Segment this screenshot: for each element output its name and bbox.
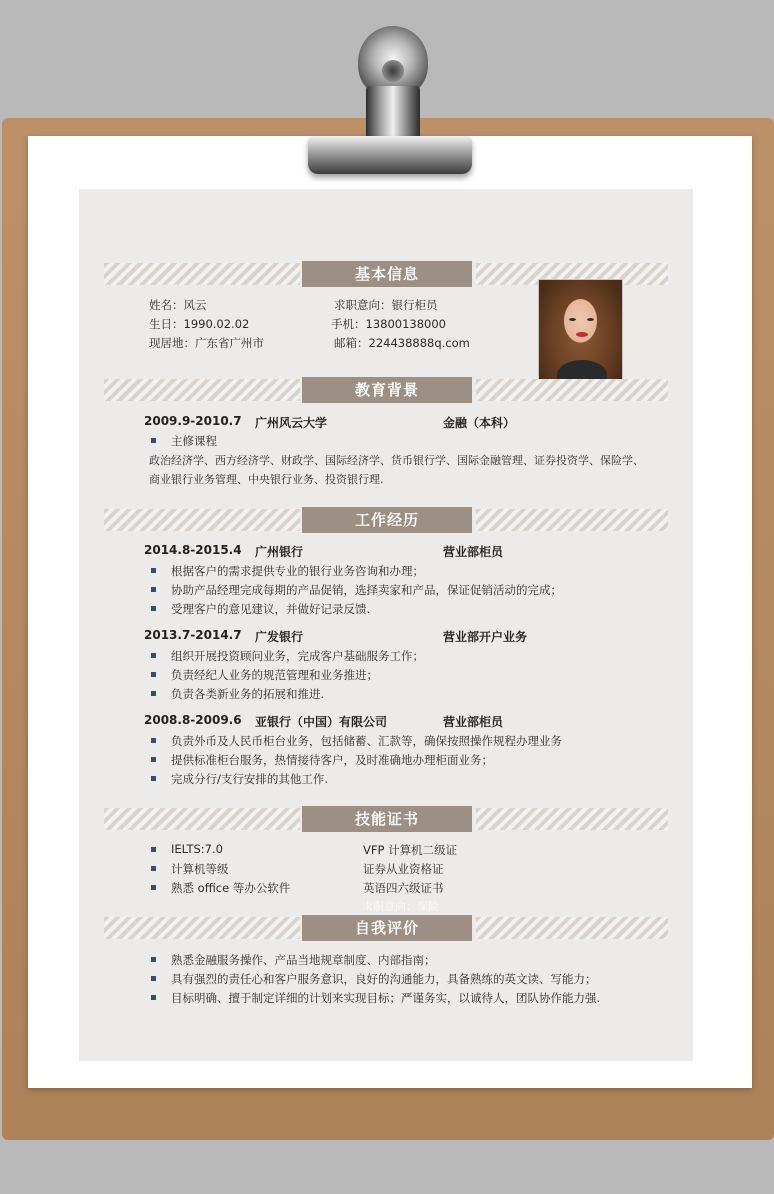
name-field: 姓名：风云 bbox=[149, 298, 207, 312]
self-eval-item: 具有强烈的责任心和客户服务意识，良好的沟通能力，具备熟练的英文读、写能力； bbox=[171, 972, 597, 986]
edu-period: 2009.9-2010.7 bbox=[144, 414, 242, 428]
section-title-education: 教育背景 bbox=[302, 377, 472, 403]
edu-school: 广州风云大学 bbox=[255, 416, 328, 430]
skill-item: 证券从业资格证 bbox=[363, 862, 444, 876]
phone-field: 手机：13800138000 bbox=[331, 317, 446, 331]
bullet-icon bbox=[151, 672, 156, 677]
job-company: 广发银行 bbox=[255, 630, 304, 644]
bullet-icon bbox=[151, 757, 156, 762]
job-intent-field: 求职意向：银行柜员 bbox=[334, 298, 438, 312]
bullet-icon bbox=[151, 653, 156, 658]
bullet-icon bbox=[151, 776, 156, 781]
job-item: 提供标准柜台服务，热情接待客户，及时准确地办理柜面业务； bbox=[171, 753, 493, 767]
profile-photo bbox=[538, 279, 623, 383]
birth-field: 生日：1990.02.02 bbox=[149, 317, 250, 331]
skill-item: VFP 计算机二级证 bbox=[363, 843, 458, 857]
job-item: 负责外币及人民币柜台业务，包括储蓄、汇款等，确保按照操作规程办理业务 bbox=[171, 734, 562, 748]
bullet-icon bbox=[151, 568, 156, 573]
self-eval-item: 目标明确、擅于制定详细的计划来实现目标；严谨务实，以诚待人，团队协作能力强. bbox=[171, 991, 601, 1005]
section-title-skills: 技能证书 bbox=[302, 806, 472, 832]
skill-item: 计算机等级 bbox=[171, 862, 229, 876]
job-period: 2008.8-2009.6 bbox=[144, 713, 242, 727]
bullet-icon bbox=[151, 995, 156, 1000]
job-position: 营业部柜员 bbox=[443, 545, 504, 559]
skill-item: IELTS:7.0 bbox=[171, 842, 223, 856]
bullet-icon bbox=[151, 587, 156, 592]
job-item: 负责各类新业务的拓展和推进. bbox=[171, 687, 325, 701]
address-field: 现居地：广东省广州市 bbox=[149, 336, 264, 350]
job-position: 营业部柜员 bbox=[443, 715, 504, 729]
job-position: 营业部开户业务 bbox=[443, 630, 528, 644]
job-period: 2014.8-2015.4 bbox=[144, 543, 242, 557]
section-header-education bbox=[104, 377, 668, 403]
job-company: 亚银行（中国）有限公司 bbox=[255, 715, 388, 729]
edu-courses-line1: 政治经济学、西方经济学、财政学、国际经济学、货币银行学、国际金融管理、证券投资学、保险学、 bbox=[149, 454, 644, 467]
bullet-icon bbox=[151, 738, 156, 743]
section-header-self bbox=[104, 915, 668, 941]
job-item: 根据客户的需求提供专业的银行业务咨询和办理； bbox=[171, 564, 424, 578]
edu-major: 金融（本科） bbox=[443, 416, 516, 430]
job-item: 组织开展投资顾问业务，完成客户基础服务工作； bbox=[171, 649, 424, 663]
skill-item: 熟悉 office 等办公软件 bbox=[171, 881, 291, 895]
bullet-icon bbox=[151, 847, 156, 852]
job-item: 受理客户的意见建议，并做好记录反馈. bbox=[171, 602, 371, 616]
faded-watermark-text: 求职意向：保险 bbox=[362, 900, 439, 913]
bullet-icon bbox=[151, 866, 156, 871]
bullet-icon bbox=[151, 438, 156, 443]
bullet-icon bbox=[151, 957, 156, 962]
binder-clip-icon bbox=[300, 26, 480, 176]
section-header-skills bbox=[104, 806, 668, 832]
edu-course-label: 主修课程 bbox=[171, 434, 217, 448]
skill-item: 英语四六级证书 bbox=[363, 881, 444, 895]
section-title-work: 工作经历 bbox=[302, 507, 472, 533]
job-item: 完成分行/支行安排的其他工作. bbox=[171, 772, 329, 786]
bullet-icon bbox=[151, 885, 156, 890]
bullet-icon bbox=[151, 606, 156, 611]
job-item: 负责经纪人业务的规范管理和业务推进； bbox=[171, 668, 378, 682]
job-company: 广州银行 bbox=[255, 545, 304, 559]
section-header-work bbox=[104, 507, 668, 533]
bullet-icon bbox=[151, 691, 156, 696]
section-title-self: 自我评价 bbox=[302, 915, 472, 941]
bullet-icon bbox=[151, 976, 156, 981]
edu-courses-line2: 商业银行业务管理、中央银行业务、投资银行理. bbox=[149, 473, 384, 486]
email-field: 邮箱：224438888q.com bbox=[334, 336, 470, 350]
self-eval-item: 熟悉金融服务操作、产品当地规章制度、内部指南； bbox=[171, 953, 436, 967]
job-item: 协助产品经理完成每期的产品促销，选择卖家和产品，保证促销活动的完成； bbox=[171, 583, 562, 597]
section-title-basic: 基本信息 bbox=[302, 261, 472, 287]
job-period: 2013.7-2014.7 bbox=[144, 628, 242, 642]
